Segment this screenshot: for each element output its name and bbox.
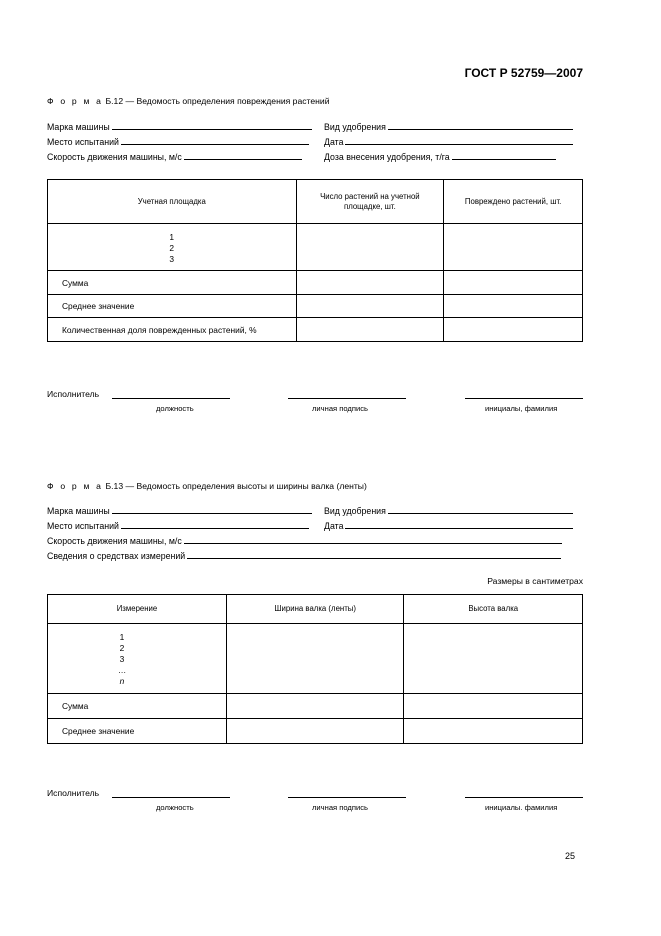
empty-cell [444,271,583,295]
empty-cell [444,295,583,318]
row-number: 3 [119,654,125,664]
signature-line [288,796,406,798]
form-12-title [47,96,330,106]
standard-number: ГОСТ Р 52759—2007 [464,66,583,80]
row-number: 3 [169,254,175,264]
fertilizer-label: Вид удобрения [324,122,386,132]
form-13-place-field [47,520,309,531]
row-number: … [117,665,127,675]
numbers-cell [48,224,297,271]
table-row [48,694,583,719]
table-row [48,719,583,744]
fertilizer-label: Вид удобрения [324,506,386,516]
form-13-instruments-field [47,550,561,561]
table-row [48,271,583,295]
row-label: Сумма [48,694,227,719]
empty-cell [444,318,583,342]
position-caption: должность [156,803,194,812]
brand-label: Марка машины [47,506,110,516]
form-13-performer-label: Исполнитель [47,788,100,798]
table-row [48,224,583,271]
column-header: Ширина валка (ленты) [226,595,404,624]
form-12-prefix: Ф о р м а [47,96,104,106]
name-line [465,796,583,798]
name-line [465,397,583,399]
table-row [48,624,583,694]
form-12-fertilizer-field [324,121,573,132]
column-header: Измерение [48,595,227,624]
column-header: Учетная площадка [48,180,297,224]
signature-caption: личная подпись [312,803,368,812]
row-number: 1 [119,632,125,642]
position-caption: должность [156,404,194,413]
empty-cell [296,271,444,295]
form-13-table [47,594,583,744]
table-row [48,318,583,342]
row-number: 2 [169,243,175,253]
place-label: Место испытаний [47,521,119,531]
column-header: Повреждено растений, шт. [444,180,583,224]
form-12-place-field [47,136,309,147]
empty-cell [296,318,444,342]
form-13-fertilizer-field [324,505,573,516]
units-note: Размеры в сантиметрах [487,576,583,586]
brand-label: Марка машины [47,122,110,132]
table-row [48,295,583,318]
empty-cell [404,694,583,719]
form-12-performer-label: Исполнитель [47,389,100,399]
empty-cell [404,719,583,744]
position-line [112,397,230,399]
name-caption: инициалы. фамилия [485,803,558,812]
form-13-date-field [324,520,573,531]
form-13-prefix: Ф о р м а [47,481,104,491]
row-label: Среднее значение [48,719,227,744]
form-13-title-text: Б.13 — Ведомость определения высоты и ширины валка (ленты) [105,481,367,491]
row-number: 2 [119,643,125,653]
position-line [112,796,230,798]
form-13-speed-field [47,535,562,546]
column-header: Высота валка [404,595,583,624]
table-header-row [48,180,583,224]
empty-cell [226,694,404,719]
empty-cell [226,624,404,694]
column-header: Число растений на учетной площадке, шт. [296,180,444,224]
empty-cell [226,719,404,744]
form-12-dose-field [324,151,556,162]
form-12-date-field [324,136,573,147]
row-number: 1 [169,232,175,242]
empty-cell [296,295,444,318]
row-label: Сумма [48,271,297,295]
date-label: Дата [324,521,344,531]
row-label: Среднее значение [48,295,297,318]
table-header-row [48,595,583,624]
empty-cell [296,224,444,271]
date-label: Дата [324,137,344,147]
signature-caption: личная подпись [312,404,368,413]
form-13-brand-field [47,505,312,516]
row-number: n [119,676,125,686]
dose-label: Доза внесения удобрения, т/га [324,152,450,162]
form-12-title-text: Б.12 — Ведомость определения повреждения растений [105,96,330,106]
numbers-cell [48,624,227,694]
speed-label: Скорость движения машины, м/с [47,536,182,546]
place-label: Место испытаний [47,137,119,147]
name-caption: инициалы, фамилия [485,404,558,413]
row-label: Количественная доля поврежденных растений, % [48,318,297,342]
form-12-table [47,179,583,342]
empty-cell [444,224,583,271]
form-12-brand-field [47,121,312,132]
page-number: 25 [564,851,575,861]
signature-line [288,397,406,399]
form-13-title [47,481,367,491]
speed-label: Скорость движения машины, м/с [47,152,182,162]
form-12-speed-field [47,151,302,162]
empty-cell [404,624,583,694]
instruments-label: Сведения о средствах измерений [47,551,186,561]
